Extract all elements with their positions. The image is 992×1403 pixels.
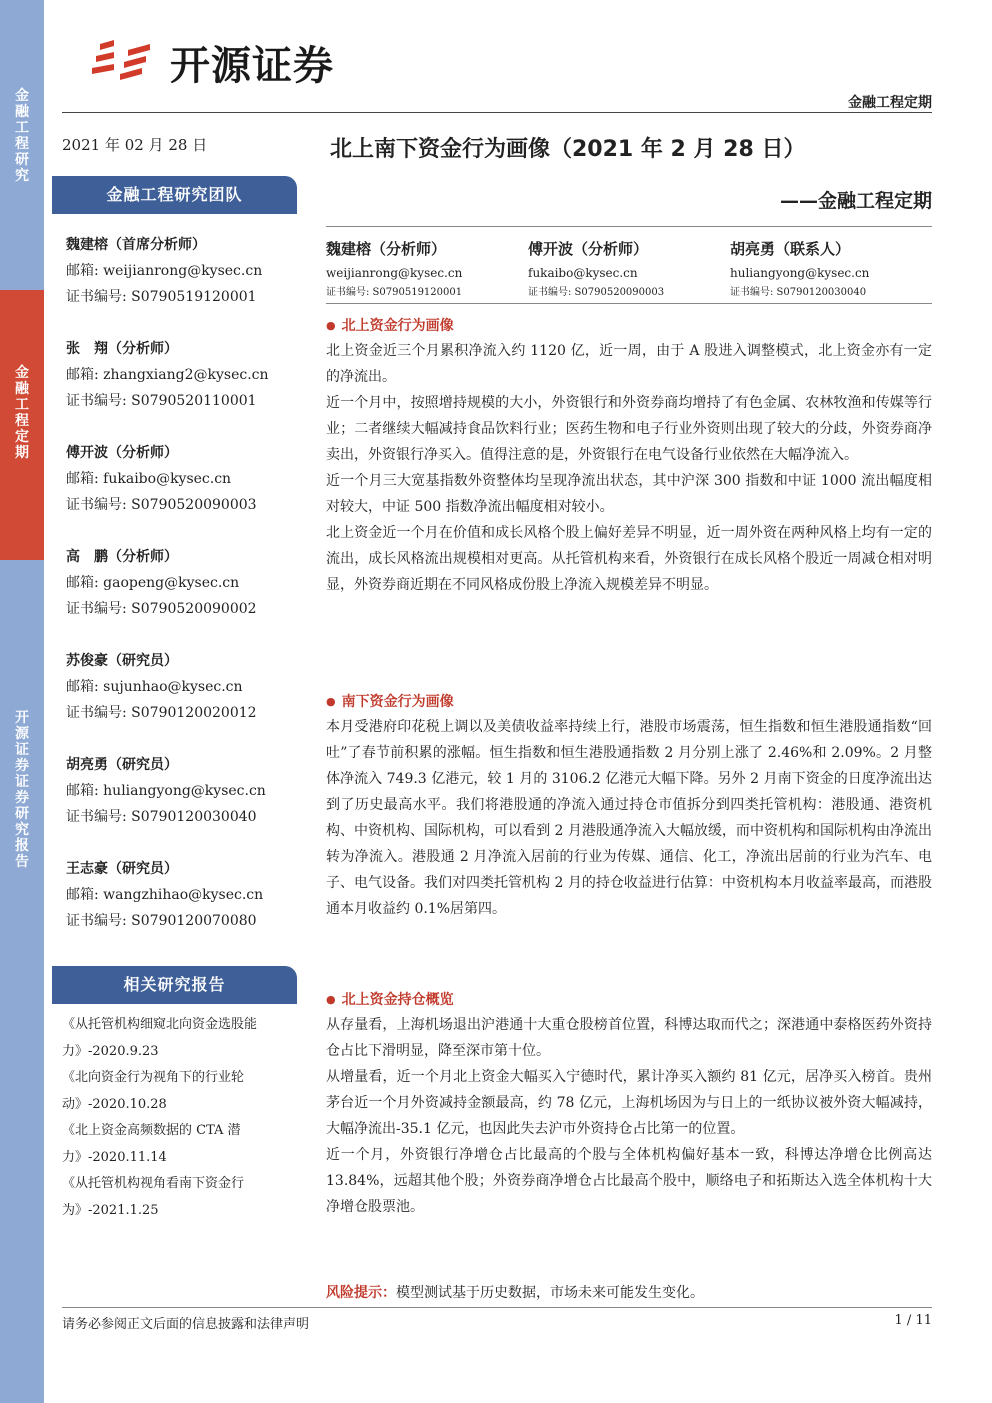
team-member-email[interactable]: 邮箱: fukaibo@kysec.cn (66, 471, 232, 487)
header-divider (62, 112, 932, 113)
author-name: 傅开波（分析师） (528, 240, 649, 258)
section-northbound-behavior (326, 314, 932, 598)
section-heading: ● 北上资金行为画像 (326, 314, 932, 338)
author-email[interactable]: weijianrong@kysec.cn (326, 266, 463, 280)
team-member-cert: 证书编号: S0790519120001 (66, 289, 257, 305)
sidebar-category-broker: 开源证券 证券研究报告 (0, 560, 44, 1403)
author-block (326, 236, 932, 302)
author-email[interactable]: fukaibo@kysec.cn (528, 266, 638, 280)
paragraph: 近一个月三大宽基指数外资整体均呈现净流出状态，其中沪深 300 指数和中证 1000 流出幅度相对较大，中证 500 指数净流出幅度相对较小。 (326, 473, 932, 515)
report-date: 2021 年 02 月 28 日 (62, 136, 208, 154)
author (528, 236, 730, 302)
paragraph: 北上资金近一个月在价值和成长风格个股上偏好差异不明显，近一周外资在两种风格上均有一定的流出，成长风格流出规模相对更高。从托管机构来看，外资银行在成长风格个股近一周减仓相对明显，外资券商近期在不同风格成份股上净流入规模差异不明显。 (326, 525, 932, 593)
paragraph: 从存量看，上海机场退出沪港通十大重仓股榜首位置，科博达取而代之；深港通中泰格医药外资持仓占比下滑明显，降至深市第十位。 (326, 1017, 932, 1059)
team-member-cert: 证书编号: S0790120070080 (66, 913, 257, 929)
team-member-cert: 证书编号: S0790120020012 (66, 705, 257, 721)
team-member-email[interactable]: 邮箱: zhangxiang2@kysec.cn (66, 367, 269, 383)
team-member (66, 336, 269, 414)
related-reports-list (62, 1012, 327, 1224)
section-heading: ● 南下资金行为画像 (326, 690, 932, 714)
risk-text: 模型测试基于历史数据，市场未来可能发生变化。 (396, 1285, 704, 1301)
report-title: 北上南下资金行为画像（2021 年 2 月 28 日） (330, 137, 806, 162)
paragraph: 北上资金近三个月累积净流入约 1120 亿，近一周，由于 A 股进入调整模式，北上资金亦有一定的净流出。 (326, 343, 932, 385)
title-divider (326, 226, 932, 227)
team-member-name: 傅开波（分析师） (66, 445, 178, 461)
section-southbound-behavior (326, 690, 932, 922)
team-member-cert: 证书编号: S0790520090003 (66, 497, 257, 513)
team-member-name: 高 鹏（分析师） (66, 549, 178, 565)
team-member-cert: 证书编号: S0790120030040 (66, 809, 257, 825)
sidebar-category-periodic: 金融工程定期 (0, 290, 44, 560)
header-tag: 金融工程定期 (848, 95, 932, 111)
author (326, 236, 528, 302)
sidebar-category-research: 金融工程研究 (0, 0, 44, 290)
author-email[interactable]: huliangyong@kysec.cn (730, 266, 870, 280)
team-member-email[interactable]: 邮箱: wangzhihao@kysec.cn (66, 887, 264, 903)
author-cert: 证书编号: S0790520090003 (528, 287, 665, 298)
team-member (66, 544, 257, 622)
author-cert: 证书编号: S0790519120001 (326, 287, 463, 298)
footer-disclaimer: 请务必参阅正文后面的信息披露和法律声明 (62, 1317, 310, 1332)
team-member-email[interactable]: 邮箱: huliangyong@kysec.cn (66, 783, 266, 799)
author-name: 胡亮勇（联系人） (730, 240, 851, 258)
author-divider (326, 303, 932, 304)
team-member-name: 苏俊豪（研究员） (66, 653, 178, 669)
footer-divider (62, 1307, 932, 1308)
page-number: 1 / 11 (894, 1313, 932, 1328)
paragraph: 从增量看，近一个月北上资金大幅买入宁德时代，累计净买入额约 81 亿元，居净买入榜首。贵州茅台近一个月外资减持金额最高，约 78 亿元，上海机场因为与日上的一纸协议被外资大幅减持，大幅净流出-35.1 亿元，也因此失去沪市外资持仓占比第一的位置。 (326, 1069, 932, 1137)
author (730, 236, 932, 302)
team-member-name: 魏建榕（首席分析师） (66, 237, 206, 253)
risk-label: 风险提示： (326, 1285, 396, 1301)
section-northbound-holdings (326, 988, 932, 1220)
team-member (66, 440, 257, 518)
team-member (66, 648, 257, 726)
team-member-email[interactable]: 邮箱: gaopeng@kysec.cn (66, 575, 240, 591)
team-member-email[interactable]: 邮箱: weijianrong@kysec.cn (66, 263, 263, 279)
related-report-link[interactable]: 《北向资金行为视角下的行业轮动》-2020.10.28 (62, 1070, 245, 1112)
team-member (66, 232, 262, 310)
author-cert: 证书编号: S0790120030040 (730, 287, 867, 298)
team-member (66, 752, 266, 830)
author-name: 魏建榕（分析师） (326, 240, 447, 258)
related-report-link[interactable]: 《从托管机构视角看南下资金行为》-2021.1.25 (62, 1176, 245, 1218)
related-report-link[interactable]: 《北上资金高频数据的 CTA 潜力》-2020.11.14 (62, 1123, 241, 1165)
team-member-cert: 证书编号: S0790520110001 (66, 393, 257, 409)
team-heading: 金融工程研究团队 (52, 176, 297, 214)
section-heading: ● 北上资金持仓概览 (326, 988, 932, 1012)
team-member-email[interactable]: 邮箱: sujunhao@kysec.cn (66, 679, 243, 695)
paragraph: 本月受港府印花税上调以及美债收益率持续上行，港股市场震荡，恒生指数和恒生港股通指数“回吐”了春节前积累的涨幅。恒生指数和恒生港股通指数 2 月分别上涨了 2.46%和 2.09%。2 月整体净流入 749.3 亿港元，较 1 月的 3106.2 亿港元大幅下降。另外 2 月南下资金的日度净流出达到了历史最高水平。我们将港股通的净流入通过持仓市值拆分到四类托管机构：港股通、港资机构、中资机构、国际机构，可以看到 2 月港股通净流入大幅放缓，而中资机构和国际机构由净流出转为净流入。港股通 2 月净流入居前的行业为传媒、通信、化工，净流出居前的行业为汽车、电子、电气设备。我们对四类托管机构 2 月的持仓收益进行估算：中资机构本月收益率最高，而港股通本月收益约 0.1%居第四。 (326, 719, 932, 917)
team-member-name: 张 翔（分析师） (66, 341, 178, 357)
team-member (66, 856, 263, 934)
team-member-cert: 证书编号: S0790520090002 (66, 601, 257, 617)
team-member-name: 胡亮勇（研究员） (66, 757, 178, 773)
paragraph: 近一个月中，按照增持规模的大小，外资银行和外资券商均增持了有色金属、农林牧渔和传媒等行业；二者继续大幅减持食品饮料行业；医药生物和电子行业外资则出现了较大的分歧，外资券商净卖出，外资银行净买入。值得注意的是，外资银行在电气设备行业依然在大幅净流入。 (326, 395, 932, 463)
related-reports-heading: 相关研究报告 (52, 966, 297, 1004)
related-report-link[interactable]: 《从托管机构细窥北向资金选股能力》-2020.9.23 (62, 1017, 258, 1059)
paragraph: 近一个月，外资银行净增仓占比最高的个股与全体机构偏好基本一致，科博达净增仓比例高达 13.84%，远超其他个股；外资券商净增仓占比最高个股中，顺络电子和拓斯达入选全体机构十大净增仓股票池。 (326, 1147, 932, 1215)
report-subtitle: ——金融工程定期 (779, 190, 932, 212)
risk-warning (326, 1280, 704, 1306)
team-member-name: 王志豪（研究员） (66, 861, 178, 877)
brand-name: 开源证券 (170, 43, 334, 89)
